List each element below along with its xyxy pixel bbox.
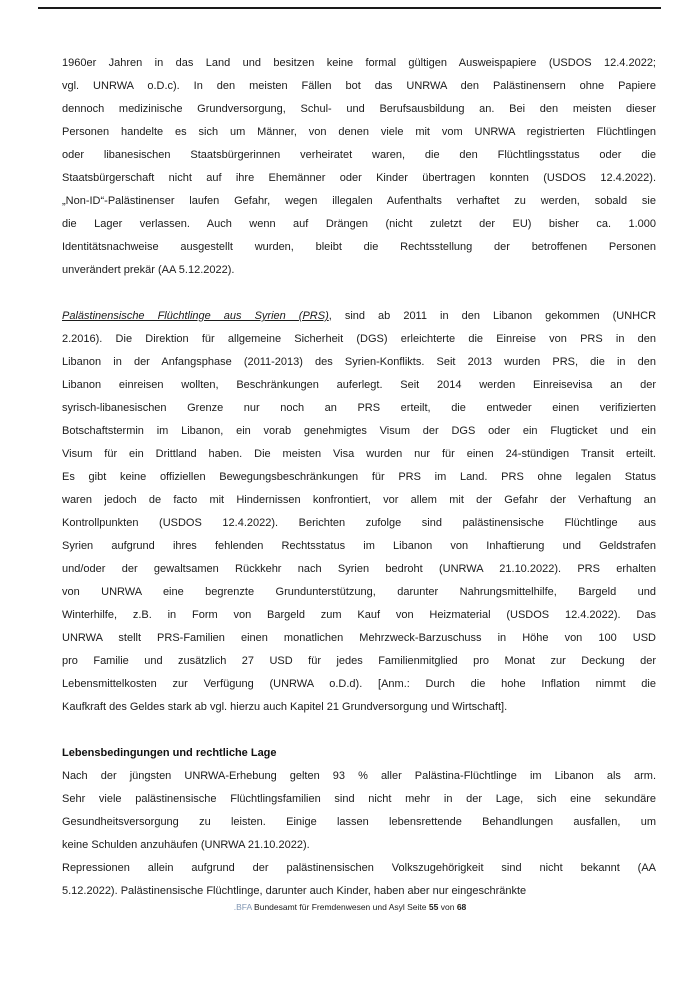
text-line: Visum für ein Drittland haben. Die meisten Visa wurden nur für einen 24-stündigen Transit erteilt. [62,448,656,460]
bfa-logo: .BFA [233,902,252,912]
text-line: und/oder der gewaltsamen Rückkehr nach Syrien bedroht (UNRWA 21.10.2022). PRS erhalten [62,563,656,575]
document-body [62,52,656,903]
text-line: vgl. UNRWA o.D.c). In den meisten Fällen bot das UNRWA den Palästinensern ohne Papiere [62,80,656,92]
text-line: syrisch-libanesischen Grenze nur noch an PRS erteilt, die entweder einen verifizierten [62,402,656,414]
text-line: Palästinensische Flüchtlinge aus Syrien (PRS), sind ab 2011 in den Libanon gekommen (UNHCR [62,310,656,322]
text-line: UNRWA stellt PRS-Familien einen monatlichen Mehrzweck-Barzuschuss in Höhe von 100 USD [62,632,656,644]
text-line: Kaufkraft des Geldes stark ab vgl. hierzu auch Kapitel 21 Grundversorgung und Wirtschaft]. [62,701,508,713]
text-line: 5.12.2022). Palästinensische Flüchtlinge, darunter auch Kinder, haben aber nur eingeschränkte [62,885,527,897]
header-rule [38,7,661,9]
text-line: die Lager verlassen. Auch wenn auf Drängen (nicht zuletzt der EU) bisher ca. 1.000 [62,218,656,230]
footer-page-total: 68 [456,902,467,912]
footer-org-text: Bundesamt für Fremdenwesen und Asyl Seite [254,902,427,912]
page-footer [0,901,700,913]
paragraph-prs-refugees [62,305,656,719]
text-line: oder libanesischen Staatsbürgerinnen verheiratet waren, die den Flüchtlingsstatus oder die [62,149,656,161]
text-line: Syrien aufgrund ihres fehlenden Rechtsstatus im Libanon von Inhaftierung und Geldstrafen [62,540,656,552]
text-line: Libanon einreisen wollten, Beschränkungen auferlegt. Seit 2014 werden Einreisevisa an der [62,379,656,391]
text-line: 2.2016). Die Direktion für allgemeine Sicherheit (DGS) erleichterte die Einreise von PRS in den [62,333,656,345]
text-line: Sehr viele palästinensische Flüchtlingsfamilien sind nicht mehr in der Lage, sich eine sekundäre [62,793,656,805]
text-line: Nach der jüngsten UNRWA-Erhebung gelten 93 % aller Palästina-Flüchtlinge im Libanon als arm. [62,770,656,782]
text-line: Libanon in der Anfangsphase (2011-2013) des Syrien-Konflikts. Seit 2013 wurden PRS, die in den [62,356,656,368]
text-line: 1960er Jahren in das Land und besitzen keine formal gültigen Ausweispapiere (USDOS 12.4.2022; [62,57,656,69]
text-line: Repressionen allein aufgrund der palästinensischen Volkszugehörigkeit sind nicht bekannt (AA [62,862,656,874]
text-line: pro Familie und zusätzlich 27 USD für jedes Familienmitglied pro Monat zur Deckung der [62,655,656,667]
text-line: „Non-ID“-Palästinenser laufen Gefahr, wegen illegalen Aufenthalts verhaftet zu werden, sobald sie [62,195,656,207]
text-line: Kontrollpunkten (USDOS 12.4.2022). Berichten zufolge sind palästinensische Flüchtlinge aus [62,517,656,529]
text-line: Staatsbürgerschaft nicht auf ihre Ehemänner oder Kinder übertragen konnten (USDOS 12.4.2022). [62,172,656,184]
text-line: waren jedoch de facto mit Hindernissen konfrontiert, vor allem mit der Gefahr der Verhaftung an [62,494,656,506]
text-line: Identitätsnachweise ausgestellt wurden, bleibt die Rechtsstellung der betroffenen Personen [62,241,656,253]
footer-of-word: von [440,902,455,912]
paragraph-repressions [62,857,656,903]
text-line: Lebensmittelkosten zur Verfügung (UNRWA o.D.d). [Anm.: Durch die hohe Inflation nimmt die [62,678,656,690]
paragraph-living-conditions [62,765,656,857]
prs-italic-underlined-lead: Palästinensische Flüchtlinge aus Syrien (PRS) [62,310,329,322]
text-line: Winterhilfe, z.B. in Form von Bargeld zum Kauf von Heizmaterial (USDOS 12.4.2022). Das [62,609,656,621]
text-line: Personen handelte es sich um Männer, von denen viele mit vom UNRWA registrierten Flüchtlingen [62,126,656,138]
text-line: Es gibt keine offiziellen Bewegungsbeschränkungen für PRS im Land. PRS ohne legalen Status [62,471,656,483]
footer-page-number: 55 [428,902,439,912]
text-line: Botschaftstermin im Libanon, ein vorab genehmigtes Visum der DGS oder ein Flugticket und ein [62,425,656,437]
text-line: keine Schulden anzuhäufen (UNRWA 21.10.2022). [62,839,310,851]
text-line: Gesundheitsversorgung zu leisten. Einige lassen lebensrettende Behandlungen ausfallen, um [62,816,656,828]
paragraph-non-id-palestinians [62,52,656,282]
text-line: von UNRWA eine begrenzte Grundunterstützung, darunter Nahrungsmittelhilfe, Bargeld und [62,586,656,598]
section-heading-living-conditions: Lebensbedingungen und rechtliche Lage [62,747,277,759]
text-line: unverändert prekär (AA 5.12.2022). [62,264,235,276]
text-line: dennoch medizinische Grundversorgung, Schul- und Berufsausbildung an. Bei den meisten dieser [62,103,656,115]
